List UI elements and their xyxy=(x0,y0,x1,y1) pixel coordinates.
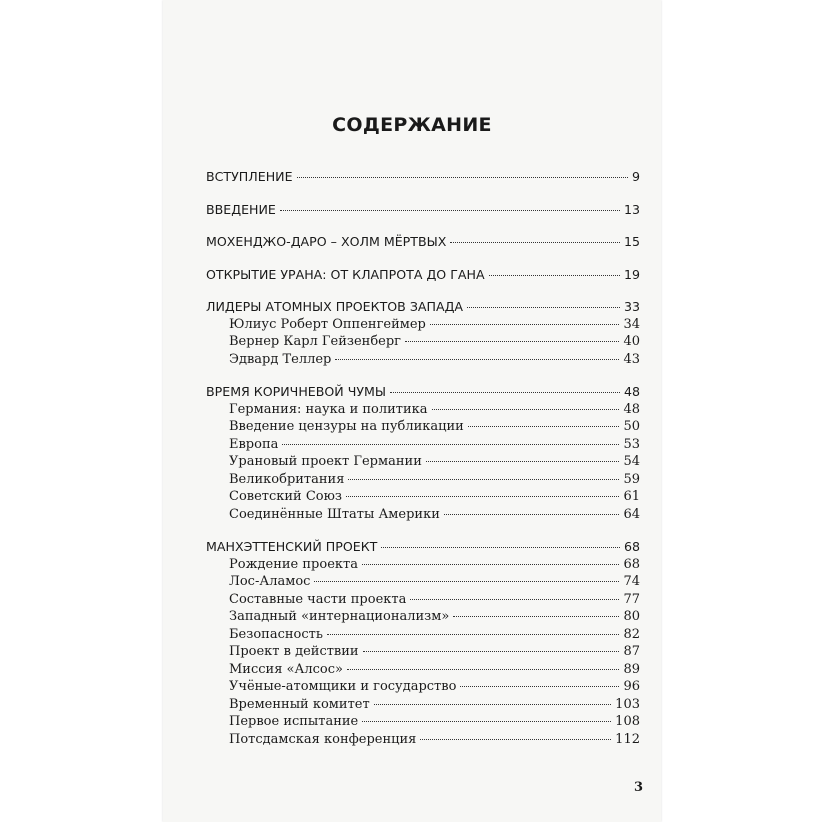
dot-leader xyxy=(374,704,612,705)
toc-subentry-title: Миссия «Алсос» xyxy=(229,661,343,677)
dot-leader xyxy=(335,359,619,360)
toc-subentry[interactable] xyxy=(206,573,640,591)
toc-subentry-page-number: 40 xyxy=(623,334,640,349)
dot-leader xyxy=(362,721,611,722)
toc-subentry[interactable] xyxy=(206,626,640,644)
toc-chapter-page-number: 19 xyxy=(623,266,640,282)
dot-leader xyxy=(362,564,619,565)
dot-leader xyxy=(410,599,619,600)
toc-subentry[interactable] xyxy=(206,506,640,524)
toc-subentry[interactable] xyxy=(206,488,640,506)
dot-leader xyxy=(460,686,619,687)
toc-subentry-page-number: 54 xyxy=(623,454,640,469)
toc-chapter[interactable] xyxy=(206,233,640,251)
toc-subentry[interactable] xyxy=(206,731,640,749)
toc-subentry-page-number: 34 xyxy=(623,316,640,332)
dot-leader xyxy=(468,426,620,427)
toc-subentry[interactable] xyxy=(206,591,640,609)
toc-subentry-title: Безопасность xyxy=(229,626,323,642)
dot-leader xyxy=(314,581,619,582)
toc-subentry-title: Введение цензуры на публикации xyxy=(229,419,464,434)
toc-subentry-title: Советский Союз xyxy=(229,489,343,504)
toc-subentry-page-number: 48 xyxy=(623,401,640,417)
toc-subentry-title: Потсдамская конференция xyxy=(229,731,417,747)
toc-subentry[interactable] xyxy=(206,401,640,419)
dot-leader xyxy=(432,409,620,410)
toc-subentry[interactable] xyxy=(206,556,640,574)
section-gap xyxy=(206,368,640,383)
toc-subentry[interactable] xyxy=(206,471,640,489)
dot-leader xyxy=(348,479,619,480)
toc-subentry-title: Великобритания xyxy=(229,471,345,487)
page-title: СОДЕРЖАНИЕ xyxy=(332,114,492,136)
toc-chapter[interactable] xyxy=(206,538,640,556)
dot-leader xyxy=(282,444,619,445)
dot-leader xyxy=(430,324,620,325)
toc-chapter-page-number: 15 xyxy=(623,234,640,249)
toc-subentry[interactable] xyxy=(206,643,640,661)
dot-leader xyxy=(346,496,619,497)
toc-subentry[interactable] xyxy=(206,713,640,731)
toc-subentry[interactable] xyxy=(206,696,640,714)
toc-subentry-title: Западный «интернационализм» xyxy=(229,609,450,624)
toc-subentry-page-number: 74 xyxy=(623,574,640,589)
toc-chapter[interactable] xyxy=(206,266,640,284)
dot-leader xyxy=(453,616,619,617)
page-number: 3 xyxy=(634,780,644,795)
table-of-contents xyxy=(206,168,640,748)
dot-leader xyxy=(426,461,620,462)
dot-leader xyxy=(420,739,611,740)
dot-leader xyxy=(363,651,620,652)
toc-subentry-page-number: 50 xyxy=(623,419,640,434)
dot-leader xyxy=(390,392,620,393)
toc-subentry-title: Рождение проекта xyxy=(229,556,358,572)
toc-subentry[interactable] xyxy=(206,436,640,454)
toc-subentry-page-number: 64 xyxy=(623,506,640,522)
toc-chapter-title: ЛИДЕРЫ АТОМНЫХ ПРОЕКТОВ ЗАПАДА xyxy=(206,299,464,314)
toc-subentry-page-number: 112 xyxy=(615,731,640,747)
toc-subentry-title: Соединённые Штаты Америки xyxy=(229,506,440,522)
toc-chapter[interactable] xyxy=(206,298,640,316)
toc-chapter-page-number: 68 xyxy=(623,539,640,554)
toc-subentry-title: Германия: наука и политика xyxy=(229,401,428,417)
toc-chapter-page-number: 9 xyxy=(631,169,640,184)
toc-subentry-page-number: 61 xyxy=(623,489,640,504)
toc-subentry[interactable] xyxy=(206,351,640,369)
toc-subentry-page-number: 82 xyxy=(623,626,640,642)
toc-chapter[interactable] xyxy=(206,168,640,186)
toc-subentry-title: Временный комитет xyxy=(229,696,370,712)
toc-chapter-title: ВРЕМЯ КОРИЧНЕВОЙ ЧУМЫ xyxy=(206,384,387,399)
toc-chapter-title: ОТКРЫТИЕ УРАНА: ОТ КЛАПРОТА ДО ГАНА xyxy=(206,266,485,282)
toc-subentry-page-number: 68 xyxy=(623,556,640,572)
toc-subentry-title: Европа xyxy=(229,436,279,452)
toc-subentry-page-number: 87 xyxy=(623,644,640,659)
toc-chapter-page-number: 48 xyxy=(623,384,640,399)
toc-subentry-title: Урановый проект Германии xyxy=(229,454,422,469)
toc-chapter[interactable] xyxy=(206,383,640,401)
section-gap xyxy=(206,283,640,298)
toc-subentry[interactable] xyxy=(206,608,640,626)
toc-chapter-page-number: 33 xyxy=(623,299,640,314)
toc-subentry-page-number: 59 xyxy=(623,471,640,487)
toc-subentry-page-number: 77 xyxy=(623,591,640,607)
toc-subentry[interactable] xyxy=(206,453,640,471)
dot-leader xyxy=(280,210,620,211)
toc-subentry-title: Составные части проекта xyxy=(229,591,407,607)
toc-subentry[interactable] xyxy=(206,418,640,436)
toc-chapter-title: МОХЕНДЖО-ДАРО – ХОЛМ МЁРТВЫХ xyxy=(206,234,447,249)
toc-subentry-title: Эдвард Теллер xyxy=(229,351,332,367)
dot-leader xyxy=(467,307,620,308)
toc-subentry-page-number: 80 xyxy=(623,609,640,624)
dot-leader xyxy=(297,177,628,178)
toc-subentry-title: Первое испытание xyxy=(229,714,359,729)
toc-subentry-page-number: 108 xyxy=(615,714,640,729)
dot-leader xyxy=(347,669,620,670)
toc-chapter-page-number: 13 xyxy=(623,201,640,217)
toc-subentry-page-number: 43 xyxy=(623,351,640,367)
section-gap xyxy=(206,186,640,201)
toc-chapter-title: МАНХЭТТЕНСКИЙ ПРОЕКТ xyxy=(206,539,378,554)
toc-subentry-page-number: 89 xyxy=(623,661,640,677)
toc-subentry[interactable] xyxy=(206,661,640,679)
toc-subentry[interactable] xyxy=(206,316,640,334)
toc-subentry-page-number: 103 xyxy=(615,696,640,712)
toc-chapter-title: ВВЕДЕНИЕ xyxy=(206,201,276,217)
section-gap xyxy=(206,218,640,233)
toc-subentry-page-number: 53 xyxy=(623,436,640,452)
section-gap xyxy=(206,251,640,266)
toc-subentry[interactable] xyxy=(206,333,640,351)
toc-chapter[interactable] xyxy=(206,201,640,219)
toc-subentry-title: Вернер Карл Гейзенберг xyxy=(229,334,401,349)
dot-leader xyxy=(450,242,620,243)
dot-leader xyxy=(405,341,619,342)
section-gap xyxy=(206,523,640,538)
toc-chapter-title: ВСТУПЛЕНИЕ xyxy=(206,169,293,184)
toc-subentry-title: Юлиус Роберт Оппенгеймер xyxy=(229,316,426,332)
dot-leader xyxy=(381,547,620,548)
toc-subentry-page-number: 96 xyxy=(623,679,640,694)
toc-subentry-title: Лос-Аламос xyxy=(229,574,311,589)
dot-leader xyxy=(489,275,620,276)
dot-leader xyxy=(444,514,620,515)
toc-subentry-title: Проект в действии xyxy=(229,644,359,659)
dot-leader xyxy=(327,634,620,635)
toc-subentry[interactable] xyxy=(206,678,640,696)
toc-subentry-title: Учёные-атомщики и государство xyxy=(229,679,457,694)
